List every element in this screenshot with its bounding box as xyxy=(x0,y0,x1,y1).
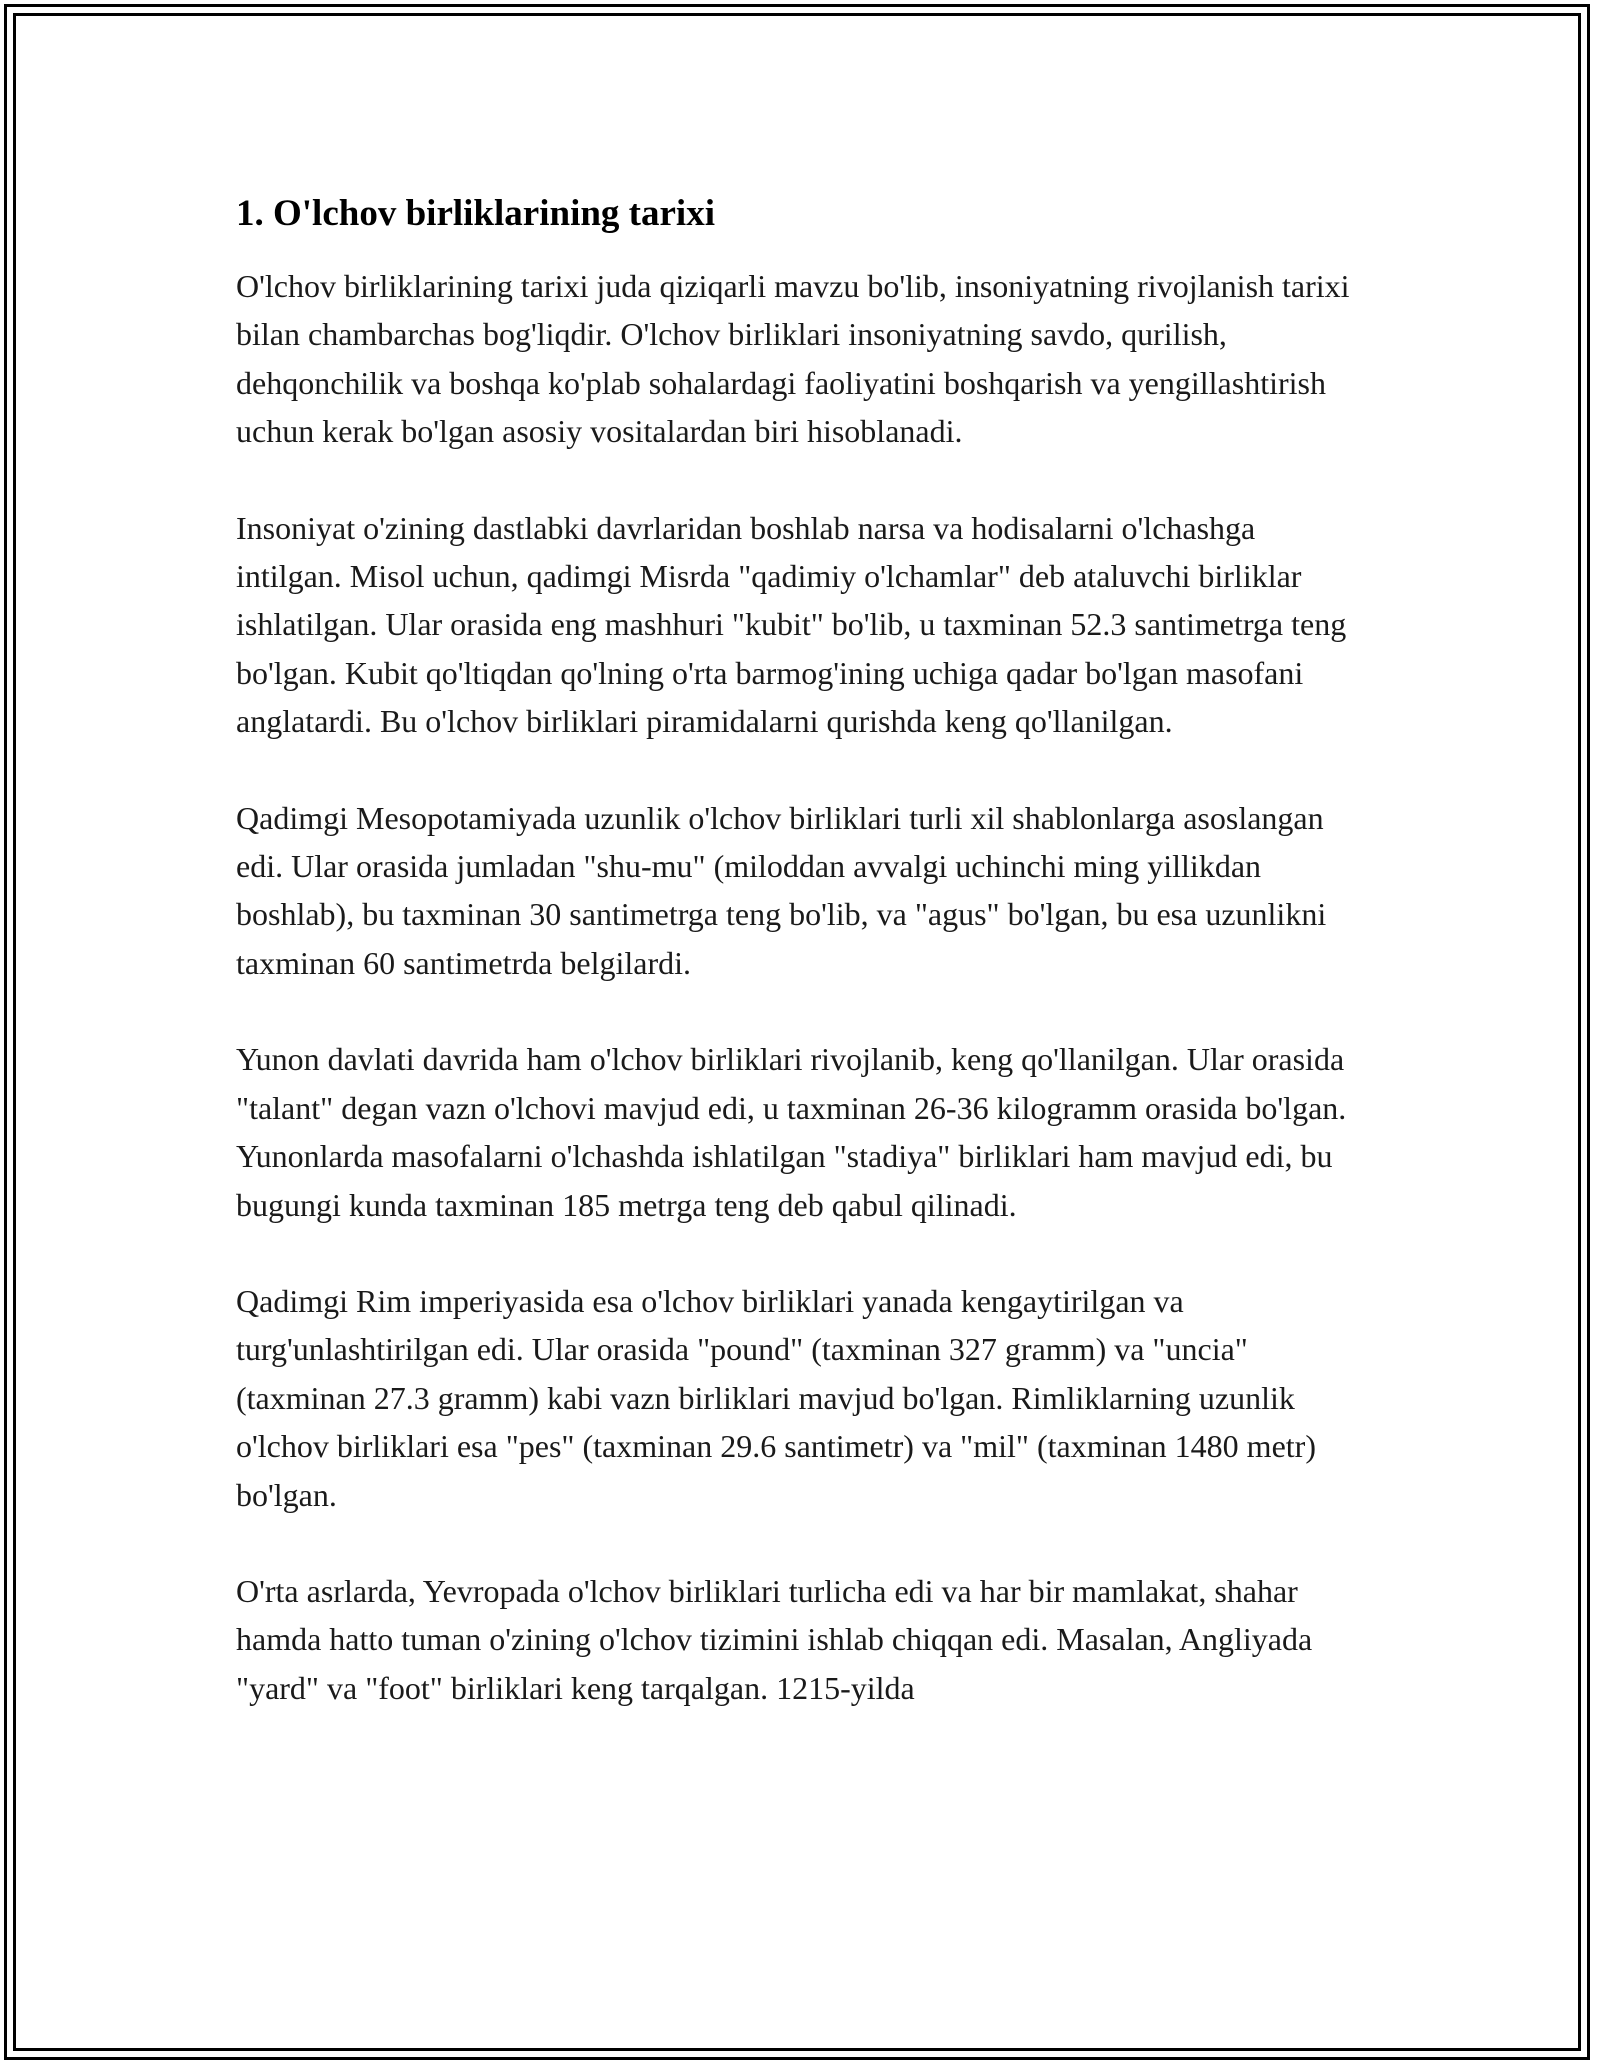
paragraph-1: O'lchov birliklarining tarixi juda qiziqarli mavzu bo'lib, insoniyatning rivojlanish tarixi bilan chambarchas bog'liqdir. O'lchov birliklari insoniyatning savdo, qurilish, dehqonchilik va boshqa ko'plab sohalardagi faoliyatini boshqarish va yengillashtirish uchun kerak bo'lgan asosiy vositalardan biri hisoblanadi. xyxy=(236,268,1350,450)
paragraph-3: Qadimgi Mesopotamiyada uzunlik o'lchov birliklari turli xil shablonlarga asoslangan edi. Ular orasida jumladan "shu-mu" (miloddan avvalgi uchinchi ming yillikdan boshlab), bu taxminan 30 santimetrga teng bo'lib, va "agus" bo'lgan, bu esa uzunlikni taxminan 60 santimetrda belgilardi. xyxy=(236,799,1327,981)
paragraph-5: Qadimgi Rim imperiyasida esa o'lchov birliklari yanada kengaytirilgan va turg'unlashtirilgan edi. Ular orasida "pound" (taxminan 327 gramm) va "uncia" (taxminan 27.3 gramm) kabi vazn birliklari mavjud bo'lgan. Rimliklarning uzunlik o'lchov birliklari esa "pes" (taxminan 29.6 santimetr) va "mil" (taxminan 1480 metr) bo'lgan. xyxy=(236,1282,1316,1513)
paragraph-2: Insoniyat o'zining dastlabki davrlaridan boshlab narsa va hodisalarni o'lchashga intilgan. Misol uchun, qadimgi Misrda "qadimiy o'lchamlar" deb ataluvchi birliklar ishlatilgan. Ular orasida eng mashhuri "kubit" bo'lib, u taxminan 52.3 santimetrga teng bo'lgan. Kubit qo'ltiqdan qo'lning o'rta barmog'ining uchiga qadar bo'lgan masofani anglatardi. Bu o'lchov birliklari piramidalarni qurishda keng qo'llanilgan. xyxy=(236,509,1347,740)
section-heading: 1. O'lchov birliklarining tarixi xyxy=(236,193,715,234)
paragraph-4: Yunon davlati davrida ham o'lchov birliklari rivojlanib, keng qo'llanilgan. Ular orasida "talant" degan vazn o'lchovi mavjud edi, u taxminan 26-36 kilogramm orasida bo'lgan. Yunonlarda masofalarni o'lchashda ishlatilgan "stadiya" birliklari ham mavjud edi, bu bugungi kunda taxminan 185 metrga teng deb qabul qilinadi. xyxy=(236,1041,1347,1223)
paragraph-6: O'rta asrlarda, Yevropada o'lchov birliklari turlicha edi va har bir mamlakat, shahar hamda hatto tuman o'zining o'lchov tizimini ishlab chiqqan edi. Masalan, Angliyada "yard" va "foot" birliklari keng tarqalgan. 1215-yilda xyxy=(236,1572,1313,1706)
document-body xyxy=(236,188,1366,1760)
